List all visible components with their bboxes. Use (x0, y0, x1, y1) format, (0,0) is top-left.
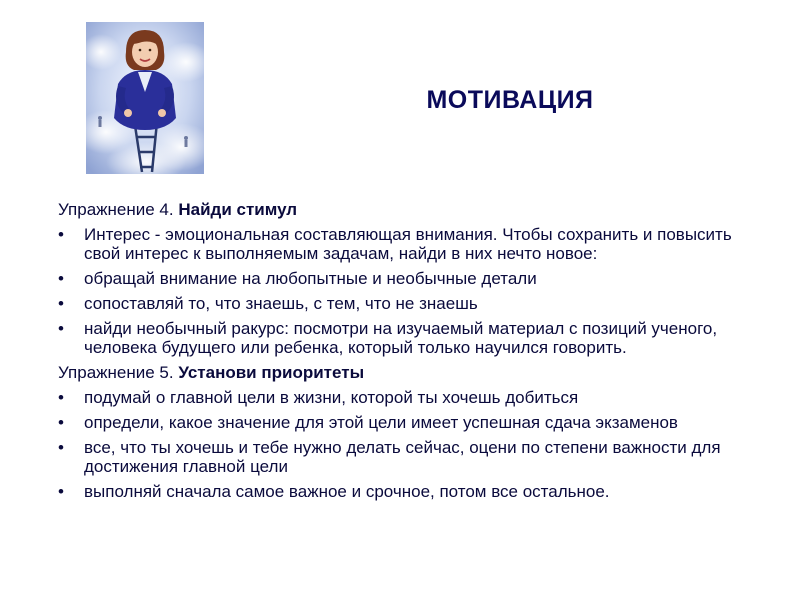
list-item (58, 294, 758, 313)
list-item (58, 482, 758, 501)
list-item-text: все, что ты хочешь и тебе нужно делать сейчас, оцени по степени важности для достижения главной цели (84, 438, 721, 476)
list-item (58, 225, 758, 263)
list-item-text: выполняй сначала самое важное и срочное, потом все остальное. (84, 482, 610, 501)
list-item (58, 413, 758, 432)
list-item-text: подумай о главной цели в жизни, которой ты хочешь добиться (84, 388, 579, 407)
list-item (58, 269, 758, 288)
bullet-icon: • (58, 319, 64, 338)
exercise-5-heading (58, 363, 758, 382)
woman-on-ladder-photo (86, 22, 204, 174)
content-body (58, 200, 758, 507)
list-item (58, 438, 758, 476)
bullet-icon: • (58, 438, 64, 457)
exercise-4-prefix: Упражнение 4. (58, 200, 174, 219)
bullet-icon: • (58, 413, 64, 432)
bullet-icon: • (58, 225, 64, 244)
exercise-5-prefix: Упражнение 5. (58, 363, 174, 382)
list-item-text: сопоставляй то, что знаешь, с тем, что не знаешь (84, 294, 478, 313)
exercise-5-name: Установи приоритеты (178, 363, 365, 382)
list-item-text: обращай внимание на любопытные и необычные детали (84, 269, 537, 288)
bullet-icon: • (58, 482, 64, 501)
exercise-4-name: Найди стимул (178, 200, 298, 219)
list-item-text: определи, какое значение для этой цели имеет успешная сдача экзаменов (84, 413, 678, 432)
list-item-text: найди необычный ракурс: посмотри на изучаемый материал с позиций ученого, человека будущего или ребенка, который только научился говорить. (84, 319, 718, 357)
bullet-icon: • (58, 388, 64, 407)
exercise-4-list (58, 225, 758, 357)
exercise-5-list (58, 388, 758, 501)
list-item (58, 388, 758, 407)
page-title: МОТИВАЦИЯ (426, 86, 594, 114)
list-item (58, 319, 758, 357)
list-item-text: Интерес - эмоциональная составляющая внимания. Чтобы сохранить и повысить свой интерес к выполняемым задачам, найди в них нечто новое: (84, 225, 732, 263)
bullet-icon: • (58, 269, 64, 288)
exercise-4-heading (58, 200, 758, 219)
bullet-icon: • (58, 294, 64, 313)
